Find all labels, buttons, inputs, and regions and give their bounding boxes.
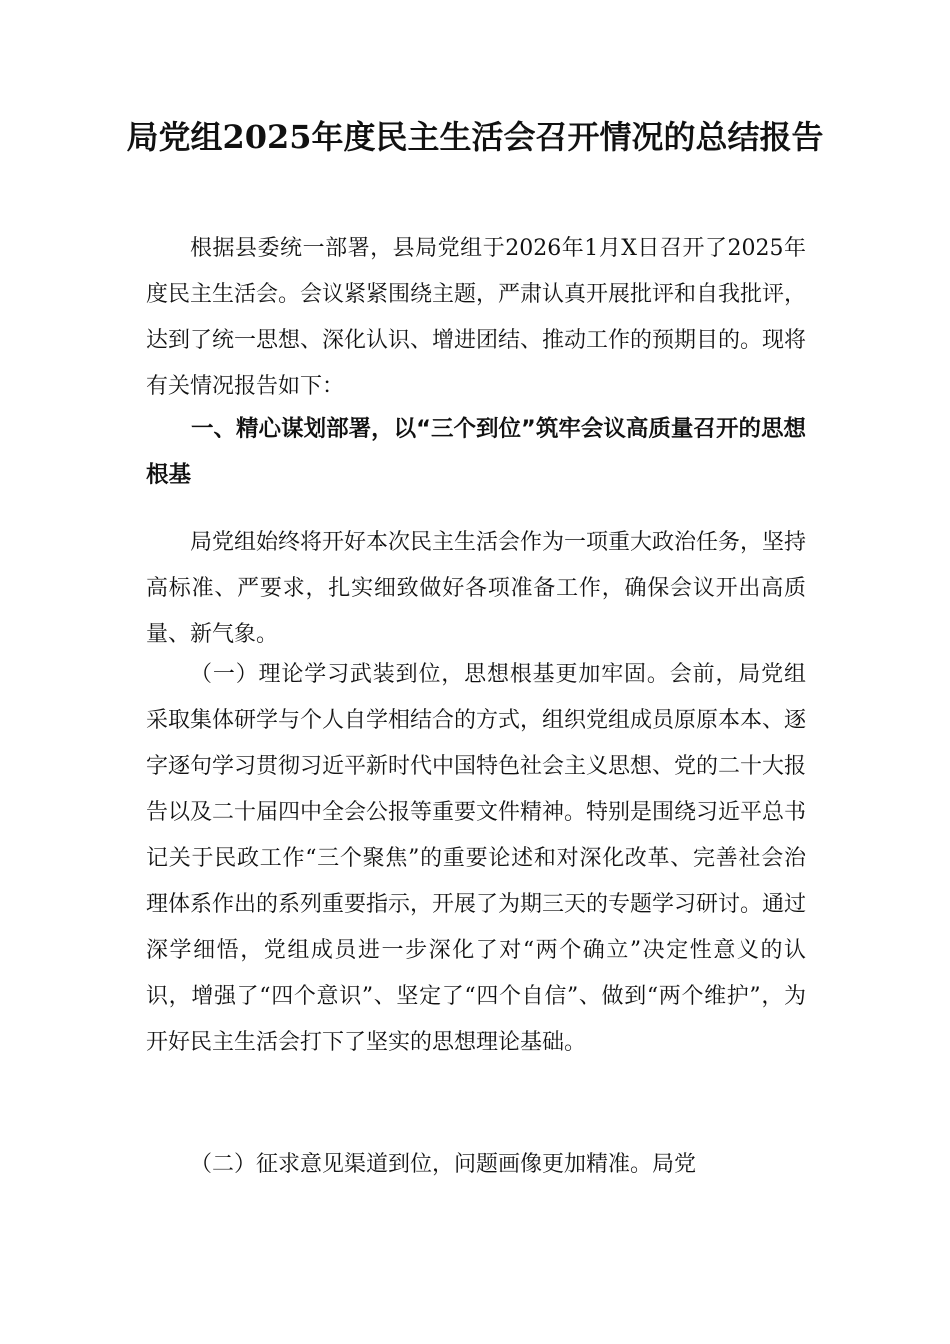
item-text-1: 会前，局党组采取集体研学与个人自学相结合的方式，组织党组成员原原本本、逐字逐句学习贯彻习近平新时代中国特色社会主义思想、党的二十大报告以及二十届四中全会公报等重要文件精神。特别是围绕习近平总书记关于民政工作“三个聚焦”的重要论述和对深化改革、完善社会治理体系作出的系列重要指示，开展了为期三天的专题学习研讨。通过深学细悟，党组成员进一步深化了对“两个确立”决定性意义的认识，增强了“四个意识”、坚定了“四个自信”、做到“两个维护”，为开好民主生活会打下了坚实的思想理论基础。 (146, 662, 807, 1055)
section-heading: 一、精心谋划部署，以“三个到位”筑牢会议高质量召开的思想根基 (146, 416, 806, 488)
item-paragraph-2 (146, 1142, 806, 1188)
item-lead-2: （二）征求意见渠道到位，问题画像更加精准。 (190, 1152, 653, 1177)
item-lead-1: （一）理论学习武装到位，思想根基更加牢固。 (190, 662, 670, 687)
item-text-2: 局党 (652, 1152, 697, 1177)
item-paragraph-1 (146, 652, 806, 1066)
intro-paragraph: 根据县委统一部署，县局党组于2026年1月X日召开了2025年度民主生活会。会议紧紧围绕主题，严肃认真开展批评和自我批评，达到了统一思想、深化认识、增进团结、推动工作的预期目的。现将有关情况报告如下： (146, 236, 807, 399)
document-title: 局党组2025年度民主生活会召开情况的总结报告 (126, 118, 824, 156)
section-intro-paragraph: 局党组始终将开好本次民主生活会作为一项重大政治任务，坚持高标准、严要求，扎实细致做好各项准备工作，确保会议开出高质量、新气象。 (146, 530, 807, 647)
